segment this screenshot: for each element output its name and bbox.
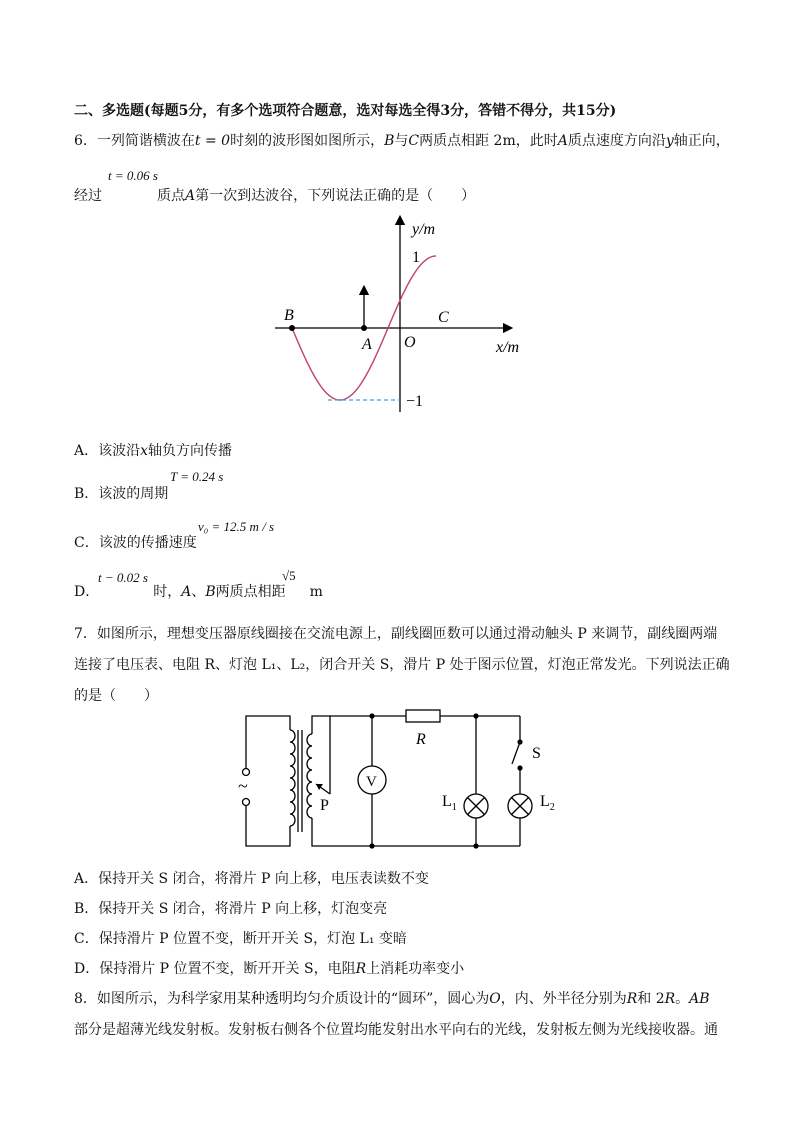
var-B: B	[205, 584, 216, 600]
circuit-figure	[230, 706, 570, 856]
q6-option-b[interactable]: B．该波的周期	[74, 486, 169, 502]
var-A: A	[185, 188, 196, 204]
q7-option-a[interactable]: A．保持开关 S 闭合，将滑片 P 向上移，电压表读数不变	[74, 871, 429, 887]
text: 两质点相距 2m，此时	[419, 133, 558, 149]
junction	[369, 713, 374, 718]
text: 8．如图所示，为科学家用某种透明均匀介质设计的“圆环”，圆心为	[74, 991, 490, 1007]
label-O: O	[404, 334, 416, 351]
q7-option-b[interactable]: B．保持开关 S 闭合，将滑片 P 向上移，灯泡变亮	[74, 901, 388, 917]
resistor-R	[406, 710, 440, 722]
label-P: P	[320, 797, 329, 814]
var-x: x	[140, 443, 149, 459]
text: m	[309, 584, 323, 600]
text: D．	[74, 584, 100, 600]
text: D．保持滑片 P 位置不变，断开开关 S，电阻	[74, 961, 356, 977]
primary-wire-top	[246, 716, 290, 768]
y-axis-label: y/m	[412, 221, 436, 238]
wave-figure	[270, 212, 530, 422]
text: 与	[394, 133, 409, 149]
section-heading: 二、多选题(每题5分，有多个选项符合题意，选对每选全得3分，答错不得分，共15分)	[74, 103, 617, 119]
label-C: C	[438, 309, 449, 326]
label-L1-main: L	[442, 793, 452, 810]
text: A．该波沿	[74, 443, 141, 459]
tick-label-1: 1	[412, 249, 420, 266]
text: 第一次到达波谷，下列说法正确的是（ ）	[195, 188, 476, 204]
text: 质点速度方向沿	[567, 133, 666, 149]
var-R: R	[626, 991, 638, 1007]
label-L2-main: L	[540, 793, 550, 810]
switch-S-blade	[512, 742, 520, 764]
point-A	[361, 325, 367, 331]
text: 质点	[157, 188, 185, 204]
q8-stem-line1	[74, 988, 710, 1008]
secondary-coil	[307, 734, 312, 818]
var-B: B	[384, 133, 395, 149]
q6-option-c-math: v₀ = 12.5 m / s	[198, 519, 275, 534]
text: 和 2	[637, 991, 665, 1007]
text: ，内、外半径分别为	[500, 991, 627, 1007]
label-S: S	[532, 745, 541, 762]
label-V: V	[366, 774, 377, 790]
x-axis-label: x/m	[496, 339, 520, 356]
q7-stem-line2: 连接了电压表、电阻 R、灯泡 L₁、L₂，闭合开关 S，滑片 P 处于图示位置，灯泡正常发光。下列说法正确	[74, 657, 730, 673]
q7-option-c[interactable]: C．保持滑片 P 位置不变，断开开关 S，灯泡 L₁ 变暗	[74, 931, 407, 947]
q8-stem-line2: 部分是超薄光线发射板。发射板右侧各个位置均能发射出水平向右的光线，发射板左侧为光线接收器。通	[74, 1022, 718, 1038]
text: 轴正向，	[673, 133, 730, 149]
switch-contact-bottom	[517, 765, 522, 770]
terminal-top	[243, 769, 250, 776]
terminal-bottom	[243, 799, 250, 806]
var-O: O	[489, 991, 501, 1007]
q7-stem-line1: 7．如图所示，理想变压器原线圈接在交流电源上，副线圈匝数可以通过滑动触头 P 来调节，副线圈两端	[74, 626, 718, 642]
label-R: R	[416, 731, 426, 748]
q6-option-d-sqrt: √5	[282, 568, 296, 583]
q6-option-c[interactable]: C．该波的传播速度	[74, 535, 197, 551]
switch-contact-top	[517, 739, 522, 744]
var-AB: AB	[689, 991, 710, 1007]
q7-option-d[interactable]	[74, 958, 464, 978]
text: 6．一列简谐横波在	[74, 133, 195, 149]
text: 时，	[153, 584, 182, 600]
text: 轴负方向传播	[148, 443, 233, 459]
text: 经过	[74, 188, 102, 204]
q6-option-b-math: T = 0.24 s	[170, 469, 224, 484]
q6-option-d[interactable]	[74, 581, 323, 601]
q7-stem-line3: 的是（ ）	[74, 688, 158, 704]
var-R: R	[355, 961, 367, 977]
junction	[473, 713, 478, 718]
var-A: A	[557, 133, 568, 149]
text: 。	[675, 991, 690, 1007]
primary-wire-bottom	[246, 806, 290, 846]
text: 时刻的波形图如图所示，	[230, 133, 385, 149]
q6-option-a[interactable]	[74, 440, 232, 460]
ac-symbol: ~	[238, 776, 248, 796]
q6-stem-line1	[74, 130, 730, 150]
label-L2	[540, 793, 555, 813]
text: 上消耗功率变小	[366, 961, 465, 977]
var-R: R	[664, 991, 676, 1007]
var-A: A	[181, 584, 192, 600]
math-t0: t = 0	[194, 133, 231, 149]
q6-time-math: t = 0.06 s	[108, 168, 158, 183]
slider-P-arrowhead	[316, 784, 323, 790]
secondary-wire-bottom	[312, 818, 330, 846]
junction	[473, 843, 478, 848]
q6-stem-line2	[74, 185, 475, 205]
text: 、	[191, 584, 206, 600]
label-L2-sub: 2	[549, 802, 555, 813]
label-A: A	[362, 336, 372, 353]
primary-coil	[290, 730, 295, 826]
tick-label-neg1: −1	[406, 393, 424, 410]
label-B: B	[284, 307, 294, 324]
var-C: C	[408, 133, 420, 149]
label-L1-sub: 1	[451, 802, 457, 813]
junction	[369, 843, 374, 848]
label-L1	[442, 793, 457, 813]
q6-option-d-math: t − 0.02 s	[98, 570, 148, 585]
point-B	[289, 325, 295, 331]
var-y: y	[665, 133, 674, 149]
secondary-wire-top	[312, 716, 330, 794]
text: 两质点相距	[215, 584, 286, 600]
